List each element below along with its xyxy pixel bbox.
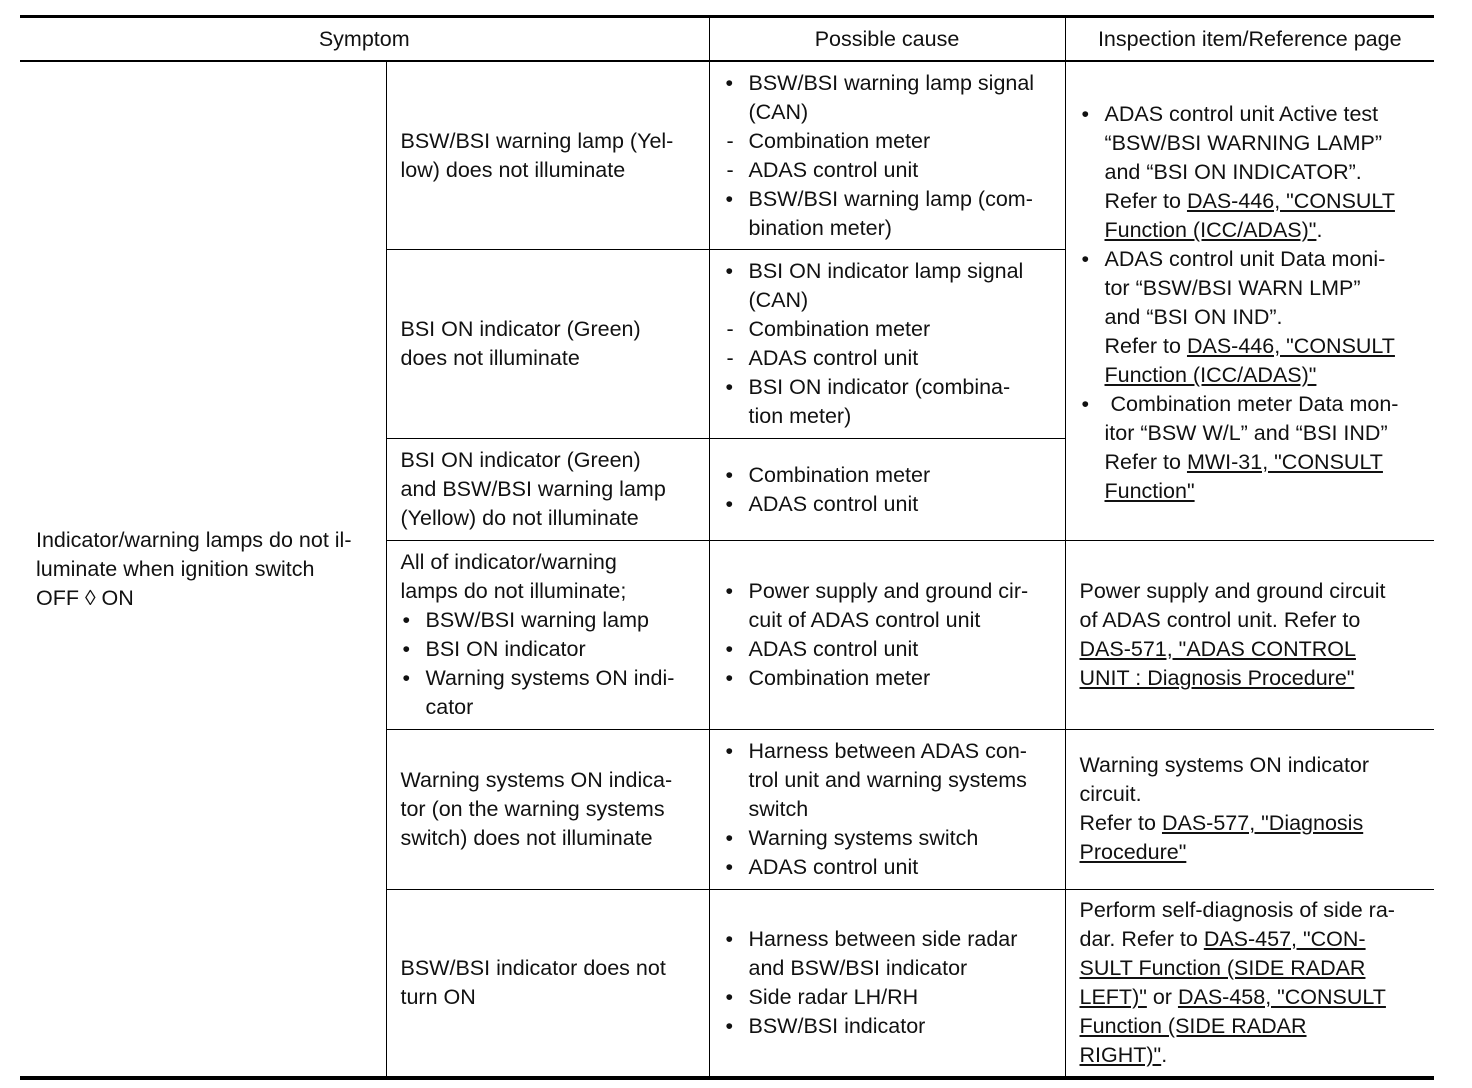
inspection-item: • ADAS control unit Data moni- tor “BSW/BSI WARN LMP” and “BSI ON IND”. Refer to DAS-446, "CONSULT Function (ICC/ADAS)" [1080,245,1425,390]
symptom-item: • BSW/BSI warning lamp [401,606,699,635]
symptom-cell [386,61,709,250]
cause-subitem: - ADAS control unit [724,156,1055,185]
symptom-cell [386,540,709,729]
symptom-cell [386,250,709,439]
cause-cell [709,250,1065,439]
reference-link[interactable]: MWI-31, "CONSULT [1186,449,1383,474]
cause-subitem: - ADAS control unit [724,344,1055,373]
symptom-cell [386,729,709,889]
symptom-line: BSI ON indicator (Green) [400,448,641,473]
main-symptom-cell [20,61,386,1078]
symptom-line: Warning systems ON indica- [400,767,673,792]
header-inspection: Inspection item/Reference page [1065,17,1434,62]
reference-link[interactable]: DAS-577, "Diagnosis [1161,811,1364,836]
inspection-cell: Warning systems ON indicator circuit. Refer to DAS-577, "Diagnosis Procedure" [1065,729,1434,889]
cause-item: • BSW/BSI indicator [724,1012,1055,1041]
shared-inspection-cell [1065,61,1434,540]
diagnosis-table [20,15,1434,1080]
reference-link[interactable]: UNIT : Diagnosis Procedure" [1079,665,1355,690]
symptom-line: BSI ON indicator (Green) [400,317,641,342]
reference-link[interactable]: Function (SIDE RADAR [1079,1013,1307,1038]
main-symptom-line: OFF ◊ ON [36,585,134,610]
cause-item: • Warning systems switch [724,824,1055,853]
reference-link[interactable]: Function (ICC/ADAS)" [1104,217,1317,242]
cause-item: • BSI ON indicator lamp signal (CAN) [724,257,1055,315]
symptom-line: does not illuminate [400,346,580,371]
reference-link[interactable]: Function" [1104,478,1195,503]
symptom-item: • Warning systems ON indi- cator [401,664,699,722]
header-row [20,17,1434,62]
symptom-line: BSW/BSI warning lamp (Yel- [400,128,674,153]
reference-link[interactable]: Function (ICC/ADAS)" [1104,362,1317,387]
cause-item: • Combination meter [724,664,1055,693]
table-row [20,61,1434,250]
cause-item: • Combination meter [724,461,1055,490]
cause-cell [709,439,1065,540]
symptom-cell [386,439,709,540]
symptom-line: (Yellow) do not illuminate [400,506,639,531]
cause-cell [709,540,1065,729]
reference-link[interactable]: DAS-571, "ADAS CONTROL [1079,636,1356,661]
cause-item: • Harness between side radar and BSW/BSI indicator [724,925,1055,983]
inspection-cell: Perform self-diagnosis of side ra- dar. Refer to DAS-457, "CON- SULT Function (SIDE RADAR LEFT)" or DAS-458, "CONSULT Function (SIDE RADAR RIGHT)". [1065,889,1434,1078]
cause-item: • ADAS control unit [724,635,1055,664]
inspection-item: • ADAS control unit Active test “BSW/BSI WARNING LAMP” and “BSI ON INDICATOR”. Refer to DAS-446, "CONSULT Function (ICC/ADAS)". [1080,100,1425,245]
cause-cell [709,729,1065,889]
cause-item: • ADAS control unit [724,490,1055,519]
symptom-line: All of indicator/warning [400,549,617,574]
reference-link[interactable]: SULT Function (SIDE RADAR [1079,955,1366,980]
cause-cell [709,889,1065,1078]
main-symptom-line: Indicator/warning lamps do not il- [36,527,352,552]
symptom-item: • BSI ON indicator [401,635,699,664]
inspection-cell: Power supply and ground circuit of ADAS control unit. Refer to DAS-571, "ADAS CONTROL UNIT : Diagnosis Procedure" [1065,540,1434,729]
cause-subitem: - Combination meter [724,127,1055,156]
symptom-line: tor (on the warning systems [400,796,665,821]
inspection-item: • Combination meter Data mon- itor “BSW W/L” and “BSI IND” Refer to MWI-31, "CONSULT Function" [1080,390,1425,506]
symptom-cell [386,889,709,1078]
reference-link[interactable]: DAS-446, "CONSULT [1186,188,1395,213]
cause-item: • BSW/BSI warning lamp signal (CAN) [724,69,1055,127]
symptom-line: lamps do not illuminate; [400,578,627,603]
reference-link[interactable]: LEFT)" [1079,984,1147,1009]
header-possible-cause: Possible cause [709,17,1065,62]
main-symptom-line: luminate when ignition switch [36,556,315,581]
cause-item: • BSI ON indicator (combina- tion meter) [724,373,1055,431]
symptom-line: turn ON [400,984,476,1009]
cause-item: • BSW/BSI warning lamp (com- bination meter) [724,185,1055,243]
cause-item: • Side radar LH/RH [724,983,1055,1012]
cause-item: • Harness between ADAS con- trol unit and warning systems switch [724,737,1055,824]
reference-link[interactable]: DAS-458, "CONSULT [1177,984,1386,1009]
reference-link[interactable]: Procedure" [1079,840,1187,865]
cause-cell [709,61,1065,250]
reference-link[interactable]: DAS-457, "CON- [1203,926,1366,951]
reference-link[interactable]: DAS-446, "CONSULT [1186,333,1395,358]
cause-item: • ADAS control unit [724,853,1055,882]
symptom-line: switch) does not illuminate [400,825,653,850]
cause-subitem: - Combination meter [724,315,1055,344]
header-symptom: Symptom [20,17,709,62]
symptom-line: BSW/BSI indicator does not [400,955,666,980]
symptom-line: and BSW/BSI warning lamp [400,477,666,502]
reference-link[interactable]: RIGHT)" [1079,1042,1162,1067]
cause-item: • Power supply and ground cir- cuit of ADAS control unit [724,577,1055,635]
symptom-line: low) does not illuminate [400,157,626,182]
